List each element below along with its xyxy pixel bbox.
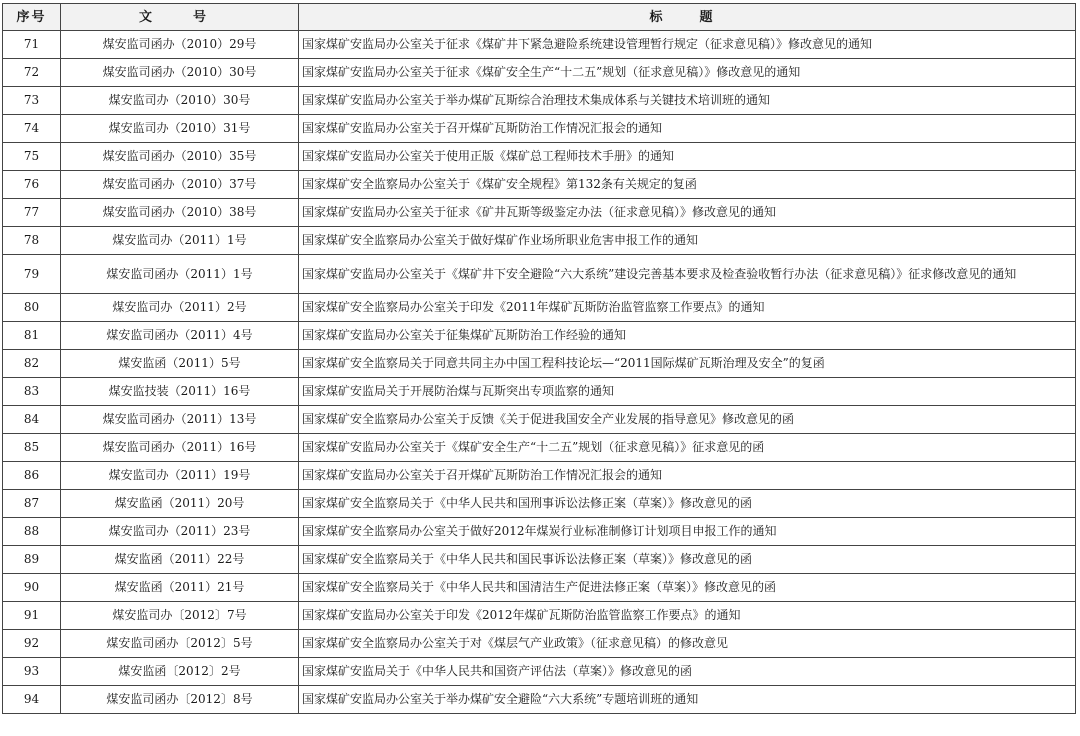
row-doc-number-cell: 煤安监司函办（2011）16号	[61, 434, 299, 462]
row-doc-number-cell: 煤安监司函办（2011）13号	[61, 406, 299, 434]
row-title-cell: 国家煤矿安监局办公室关于举办煤矿瓦斯综合治理技术集成体系与关键技术培训班的通知	[299, 87, 1076, 115]
row-title-cell: 国家煤矿安全监察局关于同意共同主办中国工程科技论坛—“2011国际煤矿瓦斯治理及安全”的复函	[299, 350, 1076, 378]
row-doc-number-cell: 煤安监司函办（2011）1号	[61, 255, 299, 294]
row-doc-number-cell: 煤安监函（2011）21号	[61, 574, 299, 602]
row-title-cell: 国家煤矿安全监察局办公室关于做好2012年煤炭行业标准制修订计划项目申报工作的通知	[299, 518, 1076, 546]
header-row	[3, 4, 1076, 31]
row-seq-cell: 71	[3, 31, 61, 59]
table-row	[3, 490, 1076, 518]
row-title-cell: 国家煤矿安监局办公室关于《煤矿井下安全避险“六大系统”建设完善基本要求及检查验收暂行办法（征求意见稿）》征求修改意见的通知	[299, 255, 1076, 294]
header-title: 标 题	[299, 4, 1076, 31]
table-row	[3, 378, 1076, 406]
row-seq-cell: 75	[3, 143, 61, 171]
table-row	[3, 59, 1076, 87]
table-row	[3, 115, 1076, 143]
row-doc-number-cell: 煤安监司办（2011）2号	[61, 294, 299, 322]
row-doc-number-cell: 煤安监司办（2011）1号	[61, 227, 299, 255]
table-row	[3, 546, 1076, 574]
row-doc-number-cell: 煤安监司函办（2010）29号	[61, 31, 299, 59]
row-seq-cell: 76	[3, 171, 61, 199]
table-row	[3, 199, 1076, 227]
row-title-cell: 国家煤矿安监局办公室关于召开煤矿瓦斯防治工作情况汇报会的通知	[299, 115, 1076, 143]
table-row	[3, 434, 1076, 462]
row-seq-cell: 87	[3, 490, 61, 518]
table-row	[3, 31, 1076, 59]
row-title-cell: 国家煤矿安监局办公室关于使用正版《煤矿总工程师技术手册》的通知	[299, 143, 1076, 171]
row-seq-cell: 83	[3, 378, 61, 406]
row-seq-cell: 80	[3, 294, 61, 322]
header-seq: 序号	[3, 4, 61, 31]
row-seq-cell: 78	[3, 227, 61, 255]
row-title-cell: 国家煤矿安监局关于开展防治煤与瓦斯突出专项监察的通知	[299, 378, 1076, 406]
row-title-cell: 国家煤矿安监局办公室关于征求《煤矿井下紧急避险系统建设管理暂行规定（征求意见稿）》修改意见的通知	[299, 31, 1076, 59]
row-title-cell: 国家煤矿安全监察局办公室关于印发《2011年煤矿瓦斯防治监管监察工作要点》的通知	[299, 294, 1076, 322]
row-title-cell: 国家煤矿安全监察局办公室关于反馈《关于促进我国安全产业发展的指导意见》修改意见的函	[299, 406, 1076, 434]
row-doc-number-cell: 煤安监司办（2010）30号	[61, 87, 299, 115]
table-row	[3, 350, 1076, 378]
row-doc-number-cell: 煤安监司函办（2011）4号	[61, 322, 299, 350]
table-row	[3, 406, 1076, 434]
row-title-cell: 国家煤矿安监局办公室关于征集煤矿瓦斯防治工作经验的通知	[299, 322, 1076, 350]
table-row	[3, 87, 1076, 115]
table-row	[3, 602, 1076, 630]
row-seq-cell: 85	[3, 434, 61, 462]
row-seq-cell: 79	[3, 255, 61, 294]
table-row	[3, 255, 1076, 294]
row-doc-number-cell: 煤安监司函办（2010）37号	[61, 171, 299, 199]
row-doc-number-cell: 煤安监司办（2011）19号	[61, 462, 299, 490]
table-row	[3, 294, 1076, 322]
table-row	[3, 686, 1076, 714]
row-doc-number-cell: 煤安监函（2011）20号	[61, 490, 299, 518]
row-seq-cell: 93	[3, 658, 61, 686]
row-doc-number-cell: 煤安监司函办（2010）38号	[61, 199, 299, 227]
row-title-cell: 国家煤矿安监局办公室关于举办煤矿安全避险“六大系统”专题培训班的通知	[299, 686, 1076, 714]
table-row	[3, 574, 1076, 602]
row-doc-number-cell: 煤安监司函办（2010）30号	[61, 59, 299, 87]
row-seq-cell: 72	[3, 59, 61, 87]
row-seq-cell: 90	[3, 574, 61, 602]
table-row	[3, 171, 1076, 199]
row-title-cell: 国家煤矿安全监察局关于《中华人民共和国刑事诉讼法修正案（草案）》修改意见的函	[299, 490, 1076, 518]
row-seq-cell: 74	[3, 115, 61, 143]
table-row	[3, 630, 1076, 658]
row-seq-cell: 89	[3, 546, 61, 574]
row-seq-cell: 82	[3, 350, 61, 378]
row-seq-cell: 81	[3, 322, 61, 350]
row-seq-cell: 92	[3, 630, 61, 658]
row-doc-number-cell: 煤安监函〔2012〕2号	[61, 658, 299, 686]
row-seq-cell: 91	[3, 602, 61, 630]
row-title-cell: 国家煤矿安全监察局办公室关于做好煤矿作业场所职业危害申报工作的通知	[299, 227, 1076, 255]
row-title-cell: 国家煤矿安全监察局关于《中华人民共和国清洁生产促进法修正案（草案）》修改意见的函	[299, 574, 1076, 602]
row-title-cell: 国家煤矿安监局关于《中华人民共和国资产评估法（草案）》修改意见的函	[299, 658, 1076, 686]
row-title-cell: 国家煤矿安全监察局办公室关于《煤矿安全规程》第132条有关规定的复函	[299, 171, 1076, 199]
document-table	[2, 3, 1076, 714]
row-seq-cell: 77	[3, 199, 61, 227]
row-title-cell: 国家煤矿安监局办公室关于征求《矿井瓦斯等级鉴定办法（征求意见稿）》修改意见的通知	[299, 199, 1076, 227]
row-title-cell: 国家煤矿安全监察局办公室关于对《煤层气产业政策》（征求意见稿）的修改意见	[299, 630, 1076, 658]
row-title-cell: 国家煤矿安全监察局关于《中华人民共和国民事诉讼法修正案（草案）》修改意见的函	[299, 546, 1076, 574]
table-header	[3, 4, 1076, 31]
row-doc-number-cell: 煤安监司函办〔2012〕8号	[61, 686, 299, 714]
row-doc-number-cell: 煤安监司办（2011）23号	[61, 518, 299, 546]
table-body	[3, 31, 1076, 714]
table-row	[3, 518, 1076, 546]
row-doc-number-cell: 煤安监司函办（2010）35号	[61, 143, 299, 171]
row-doc-number-cell: 煤安监函（2011）5号	[61, 350, 299, 378]
row-title-cell: 国家煤矿安监局办公室关于召开煤矿瓦斯防治工作情况汇报会的通知	[299, 462, 1076, 490]
table-row	[3, 322, 1076, 350]
table-row	[3, 658, 1076, 686]
table-row	[3, 462, 1076, 490]
row-seq-cell: 88	[3, 518, 61, 546]
row-seq-cell: 94	[3, 686, 61, 714]
row-doc-number-cell: 煤安监司办〔2012〕7号	[61, 602, 299, 630]
row-seq-cell: 73	[3, 87, 61, 115]
row-title-cell: 国家煤矿安监局办公室关于《煤矿安全生产“十二五”规划（征求意见稿）》征求意见的函	[299, 434, 1076, 462]
table-row	[3, 227, 1076, 255]
row-doc-number-cell: 煤安监函（2011）22号	[61, 546, 299, 574]
row-doc-number-cell: 煤安监司办（2010）31号	[61, 115, 299, 143]
table-row	[3, 143, 1076, 171]
row-seq-cell: 86	[3, 462, 61, 490]
row-title-cell: 国家煤矿安监局办公室关于征求《煤矿安全生产“十二五”规划（征求意见稿）》修改意见的通知	[299, 59, 1076, 87]
row-seq-cell: 84	[3, 406, 61, 434]
row-title-cell: 国家煤矿安监局办公室关于印发《2012年煤矿瓦斯防治监管监察工作要点》的通知	[299, 602, 1076, 630]
row-doc-number-cell: 煤安监技装（2011）16号	[61, 378, 299, 406]
row-doc-number-cell: 煤安监司函办〔2012〕5号	[61, 630, 299, 658]
header-doc-number: 文 号	[61, 4, 299, 31]
